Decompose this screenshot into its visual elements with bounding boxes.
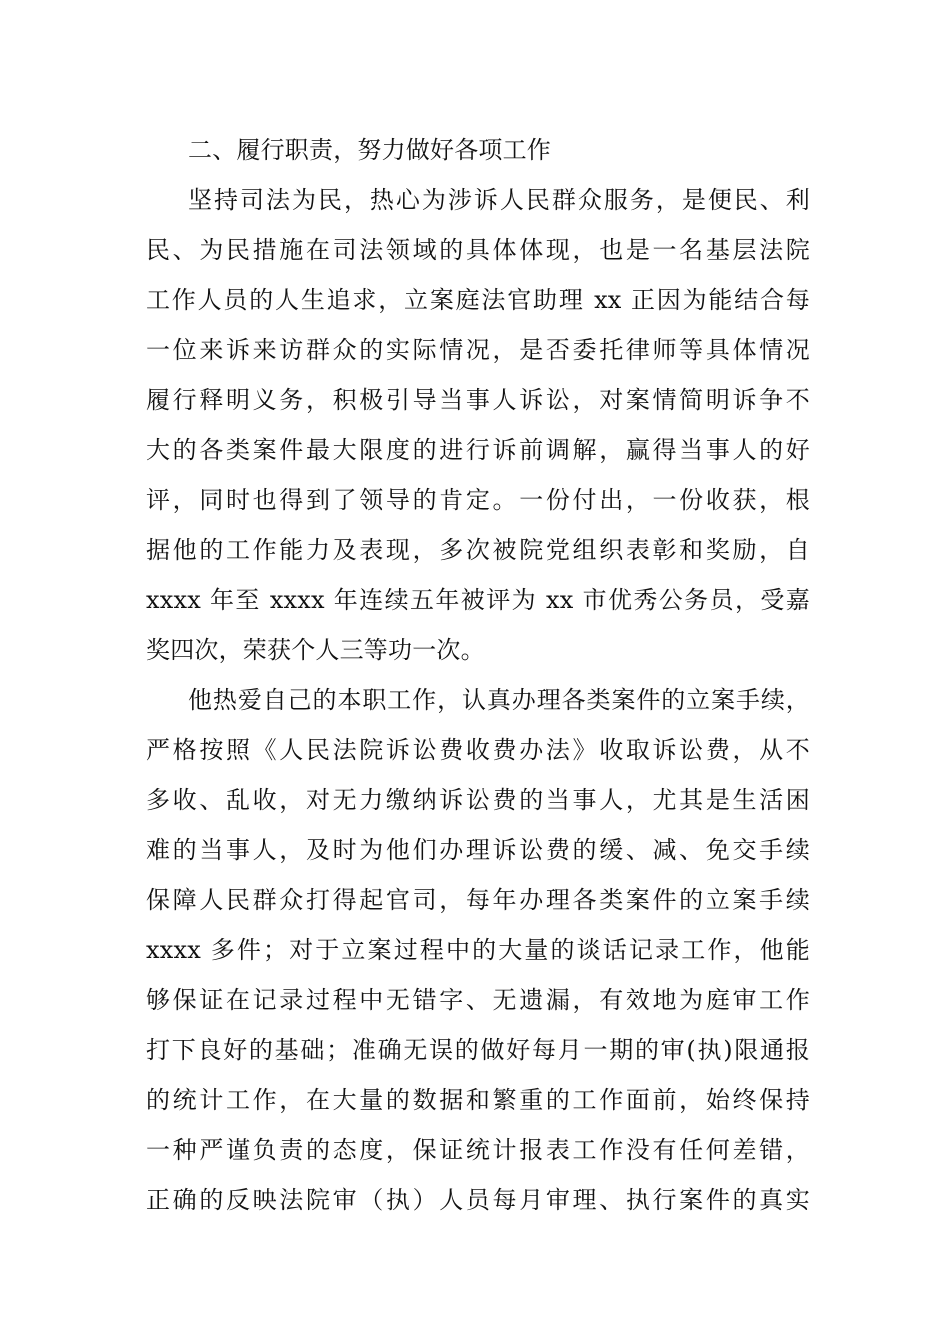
paragraph-1-line-10: 奖四次，荣获个人三等功一次。 — [146, 636, 485, 664]
paragraph-1-line-6: 大的各类案件最大限度的进行诉前调解，赢得当事人的好 — [146, 436, 810, 464]
paragraph-2-line-1: 他热爱自己的本职工作，认真办理各类案件的立案手续， — [188, 686, 810, 714]
paragraph-1-line-5: 履行释明义务，积极引导当事人诉讼，对案情简明诉争不 — [146, 386, 810, 414]
paragraph-1-line-2: 民、为民措施在司法领域的具体体现，也是一名基层法院 — [146, 236, 810, 264]
paragraph-1-line-4: 一位来诉来访群众的实际情况，是否委托律师等具体情况 — [146, 336, 810, 364]
paragraph-2-line-10: 一种严谨负责的态度，保证统计报表工作没有任何差错， — [146, 1136, 810, 1164]
paragraph-2-line-6: xxxx 多件；对于立案过程中的大量的谈话记录工作，他能 — [146, 936, 810, 964]
paragraph-1-line-1: 坚持司法为民，热心为涉诉人民群众服务，是便民、利 — [188, 186, 810, 214]
paragraph-1-line-9: xxxx 年至 xxxx 年连续五年被评为 xx 市优秀公务员，受嘉 — [146, 586, 810, 614]
paragraph-2-line-2: 严格按照《人民法院诉讼费收费办法》收取诉讼费，从不 — [146, 736, 810, 764]
paragraph-1-line-3: 工作人员的人生追求，立案庭法官助理 xx 正因为能结合每 — [146, 286, 810, 314]
paragraph-2-line-5: 保障人民群众打得起官司，每年办理各类案件的立案手续 — [146, 886, 810, 914]
paragraph-1-line-8: 据他的工作能力及表现，多次被院党组织表彰和奖励，自 — [146, 536, 810, 564]
paragraph-2-line-4: 难的当事人，及时为他们办理诉讼费的缓、减、免交手续 — [146, 836, 810, 864]
section-heading: 二、履行职责，努力做好各项工作 — [188, 136, 551, 164]
paragraph-2-line-7: 够保证在记录过程中无错字、无遗漏，有效地为庭审工作 — [146, 986, 810, 1014]
paragraph-2-line-11: 正确的反映法院审（执）人员每月审理、执行案件的真实 — [146, 1186, 810, 1214]
paragraph-1-line-7: 评，同时也得到了领导的肯定。一份付出，一份收获，根 — [146, 486, 810, 514]
paragraph-2-line-8: 打下良好的基础；准确无误的做好每月一期的审(执)限通报 — [146, 1036, 810, 1064]
paragraph-2-line-9: 的统计工作，在大量的数据和繁重的工作面前，始终保持 — [146, 1086, 810, 1114]
paragraph-2-line-3: 多收、乱收，对无力缴纳诉讼费的当事人，尤其是生活困 — [146, 786, 810, 814]
